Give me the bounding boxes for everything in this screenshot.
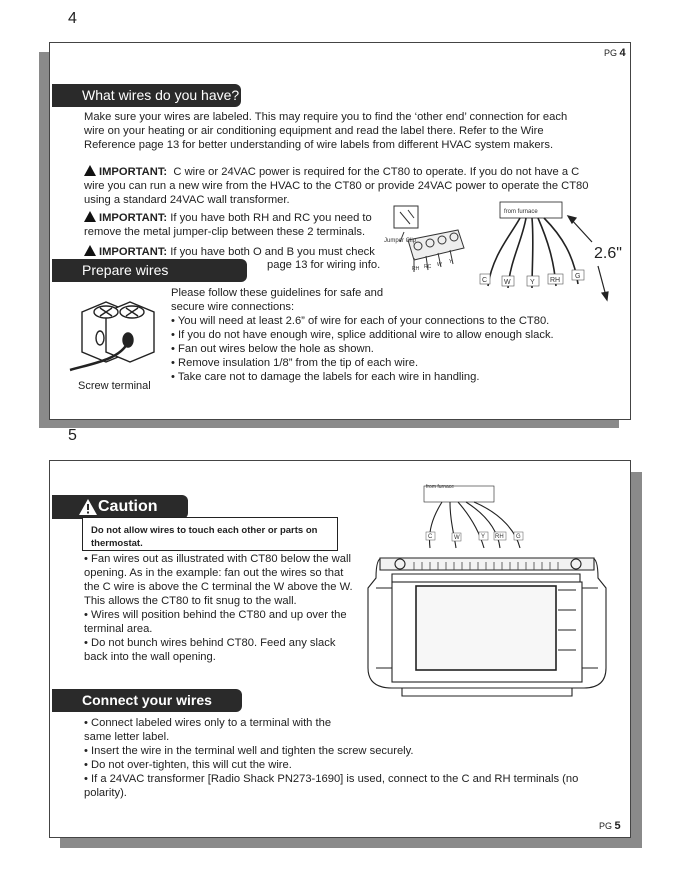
wire-label-w: W [504,279,511,286]
warning-icon [84,211,96,222]
important-3-label: IMPORTANT: [99,246,168,258]
wire-label-rh: RH [495,534,504,540]
caution-box: Do not allow wires to touch each other or parts on thermostat. [82,517,338,551]
thermostat-screen [416,586,556,670]
caution-warning-icon [78,498,98,516]
page-number-4: 4 [68,10,77,27]
wire-fanout-figure [470,196,640,306]
prepare-wires-list [171,314,611,384]
prepare-bullet: • Remove insulation 1/8” from the tip of each wire. [171,357,419,369]
caution-header [52,495,188,519]
page5-pg-tag [599,820,621,832]
wire-label-rh: RH [550,277,561,284]
wire-label-y: Y [481,534,486,540]
important-3-text: If you have both O and B you must check [170,246,375,258]
page-number-5: 5 [68,427,77,444]
prepare-wires-intro: Please follow these guidelines for safe and secure wire connections: [171,287,384,313]
wire-label-y: Y [530,279,535,286]
pg-label: PG [599,821,613,831]
wire-rh [466,502,500,548]
connect-bullet: • Insert the wire in the terminal well and tighten the screw securely. [84,745,414,757]
thermostat-figure [362,478,612,698]
jumper-terminal-label: Y [449,259,453,265]
jumper-terminal-label: W [437,262,442,268]
screw-terminal-figure [70,290,170,392]
prepare-bullet: • If you do not have enough wire, splice additional wire to allow enough slack. [171,329,554,341]
section-title-prepare-wires: Prepare wires [52,259,247,282]
important-1-text: C wire or 24VAC power is required for the CT80 to operate. If you do not have a C wire you can run a new wire from the HVAC to the CT80 or provide 24VAC power to operate the CT80 using a standard 24VAC wall transformer. [84,166,589,206]
connect-wires-list [84,716,594,800]
wire-y [458,502,484,548]
caution-bullet: • Wires will position behind the CT80 and up over the terminal area. [84,609,347,635]
caution-list [84,552,354,664]
important-2 [84,210,384,239]
wire-label-c: C [482,277,488,284]
wire-c [430,502,443,548]
important-3-continuation: page 13 for wiring info. [267,259,381,271]
section-title-connect-wires: Connect your wires [52,689,242,712]
caution-bullet: • Fan wires out as illustrated with CT80 below the wall opening. As in the example: fan out the wires so that the C wire is above the C terminal the W above the W. This allows the CT80 to fit snug to the wall. [84,553,353,607]
jumper-terminal-label: RC [424,264,432,270]
wire-label-g: G [575,273,581,280]
page4-pg-tag [604,47,626,59]
dimension-label: 2.6" [594,245,622,262]
wire-label-w: W [454,535,460,541]
connect-bullet: • Connect labeled wires only to a terminal with the same letter label. [84,717,332,743]
prepare-bullet: • Fan out wires below the hole as shown. [171,343,374,355]
section-title-what-wires: What wires do you have? [52,84,241,107]
wire-label-c: C [428,534,433,540]
caution-title: Caution [98,498,158,515]
important-2-text: If you have both RH and RC you need to remove the metal jumper-clip between these 2 terminals. [84,212,372,238]
warning-icon [84,165,96,176]
important-2-label: IMPORTANT: [99,212,168,224]
connect-bullet: • If a 24VAC transformer [Radio Shack PN273-1690] is used, connect to the C and RH terminals (no polarity). [84,773,579,799]
screw-terminal-caption: Screw terminal [78,380,151,392]
pg-num: 5 [614,820,621,832]
from-furnace-label: from furnace [426,484,455,490]
jumper-terminal-label: RH [412,266,420,272]
pg-num: 4 [619,47,626,59]
warning-icon [84,245,96,256]
wire-label-g: G [516,534,521,540]
important-1-label: IMPORTANT: [99,166,168,178]
jumper-clip-icon [400,210,414,224]
prepare-bullet: • Take care not to damage the labels for each wire in handling. [171,371,480,383]
dimension-arrow-lower [598,266,606,296]
important-3 [84,244,394,259]
connect-bullet: • Do not over-tighten, this will cut the wire. [84,759,292,771]
what-wires-body: Make sure your wires are labeled. This may require you to find the ‘other end’ connection for each wire on your heating or air conditioning equipment and read the label there. Refer to the Wire Reference page 13 for better understanding of wire labels from different HVAC system makers. [84,111,568,151]
caution-bullet: • Do not bunch wires behind CT80. Feed any slack back into the wall opening. [84,637,336,663]
wire-g [474,502,520,548]
prepare-bullet: • You will need at least 2.6” of wire for each of your connections to the CT80. [171,315,550,327]
jumper-clip-figure [384,200,484,280]
from-furnace-label: from furnace [504,209,538,215]
jumper-clip-label: Jumper Clip [384,238,417,244]
jumper-clip-callout-box [394,206,418,228]
pg-label: PG [604,48,618,58]
